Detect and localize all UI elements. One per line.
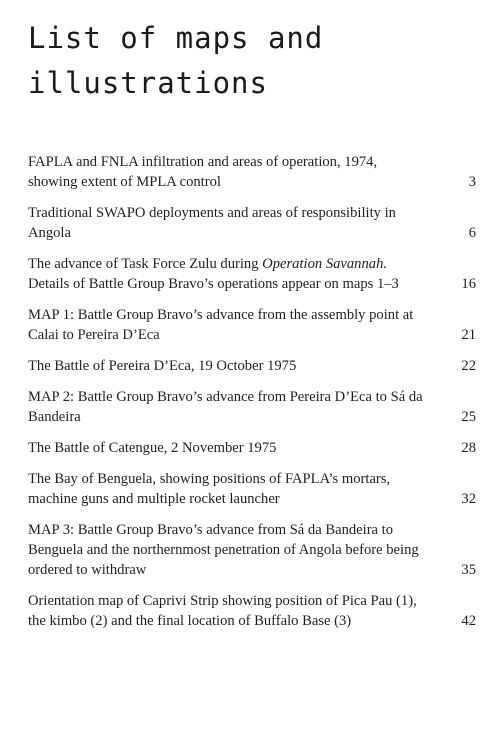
toc-entry-title-part: The advance of Task Force Zulu during <box>28 256 263 272</box>
toc-entry <box>28 203 476 243</box>
toc-entry <box>28 438 476 458</box>
heading-line-1: List of maps and <box>28 21 324 55</box>
toc-entry-page: 32 <box>461 491 476 507</box>
toc-entry-title: The Battle of Pereira D’Eca, 19 October 1975 <box>28 358 297 374</box>
toc-entry-page: 21 <box>461 327 476 343</box>
toc-entry-title: MAP 2: Battle Group Bravo’s advance from Pereira D’Eca to Sá da Bandeira <box>28 389 423 425</box>
toc-entry-title-italic: Operation Savannah. <box>262 256 388 272</box>
toc-entry-title <box>28 254 428 294</box>
toc-entry <box>28 152 476 192</box>
toc-entry-page: 25 <box>461 409 476 425</box>
toc-entry <box>28 469 476 509</box>
toc-entry-page: 16 <box>461 276 476 292</box>
toc-entry-page: 28 <box>461 440 476 456</box>
toc-entry-title: Orientation map of Caprivi Strip showing position of Pica Pau (1), the kimbo (2) and the final location of Buffalo Base (3) <box>28 593 417 629</box>
page-heading <box>28 16 468 106</box>
toc-entry-title: FAPLA and FNLA infiltration and areas of operation, 1974, showing extent of MPLA control <box>28 154 378 190</box>
toc-entry-title: Traditional SWAPO deployments and areas of responsibility in Angola <box>28 205 396 241</box>
toc-entry-page: 6 <box>468 225 476 241</box>
toc-entry-page: 35 <box>461 562 476 578</box>
toc-entry-title: MAP 1: Battle Group Bravo’s advance from the assembly point at Calai to Pereira D’Eca <box>28 307 414 343</box>
toc-entry <box>28 254 476 294</box>
toc-entry-page: 22 <box>461 358 476 374</box>
toc-entry <box>28 356 476 376</box>
toc-entry-title-part: Details of Battle Group Bravo’s operations appear on maps 1–3 <box>28 276 399 292</box>
toc-entry-title: MAP 3: Battle Group Bravo’s advance from Sá da Bandeira to Benguela and the northernmost penetration of Angola before being ordered to withdraw <box>28 522 419 578</box>
toc-entry <box>28 520 476 580</box>
toc-entry <box>28 387 476 427</box>
toc-entry <box>28 591 476 631</box>
toc-list <box>28 152 476 642</box>
toc-entry-page: 3 <box>468 174 476 190</box>
toc-entry-title: The Battle of Catengue, 2 November 1975 <box>28 440 277 456</box>
toc-entry-title: The Bay of Benguela, showing positions of FAPLA’s mortars, machine guns and multiple rocket launcher <box>28 471 391 507</box>
toc-entry <box>28 305 476 345</box>
toc-entry-page: 42 <box>461 613 476 629</box>
heading-line-2: illustrations <box>28 66 268 100</box>
